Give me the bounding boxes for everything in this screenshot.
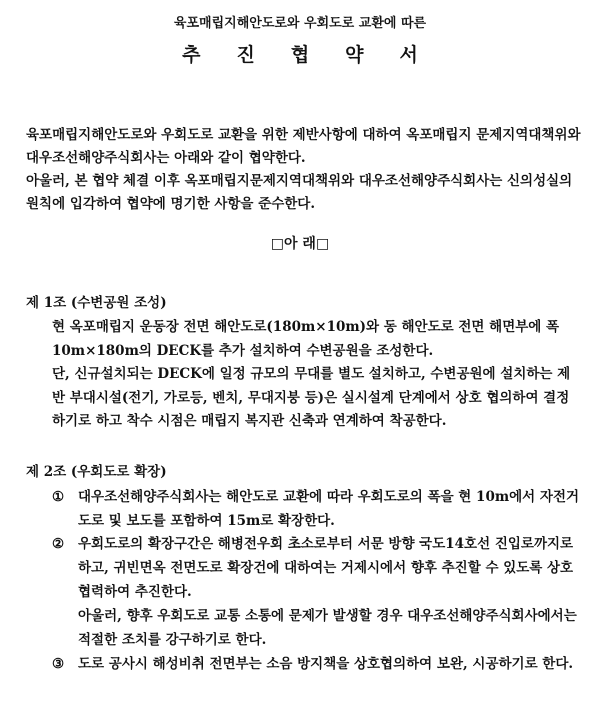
article-1-paragraph-2: 단, 신규설치되는 DECK에 일정 규모의 무대를 별도 설치하고, 수변공원에 설치하는 제반 부대시설(전기, 가로등, 벤치, 무대지붕 등)은 실시설계 단계에서 상호 협의하여 결정하기로 하고 착수 시점은 매립지 복지관 신축과 연계하여 착공한다. — [52, 366, 571, 429]
item-text: 우회도로의 확장구간은 해병전우회 초소로부터 서문 방향 국도14호선 진입로까지로 하고, 귀빈면옥 전면도로 확장건에 대하여는 거제시에서 향후 추진할 수 있도록 상호 협력하여 추진한다. — [78, 536, 574, 600]
item-number: ③ — [52, 656, 65, 672]
article-2-item-3 — [52, 652, 582, 676]
item-text: 대우조선해양주식회사는 해안도로 교환에 따라 우회도로의 폭을 현 10m에서 자전거 도로 및 보도를 포함하여 15m로 확장한다. — [78, 489, 580, 529]
intro-paragraph-2: 아울러, 본 협약 체결 이후 옥포매립지문제지역대책위와 대우조선해양주식회사는 신의성실의 원칙에 입각하여 협약에 명기한 사항을 준수한다. — [26, 173, 573, 212]
article-1-body — [52, 316, 582, 434]
article-1-title: 제 1조 (수변공원 조성) — [26, 295, 167, 311]
item-number: ② — [52, 536, 65, 552]
document-title: 추진협약서 — [182, 44, 454, 66]
item-number: ① — [52, 489, 65, 505]
intro-paragraph-1: 육포매립지해안도로와 우회도로 교환을 위한 제반사항에 대하여 옥포매립지 문제지역대책위와 대우조선해양주식회사는 아래와 같이 협약한다. — [26, 127, 581, 166]
article-2-title: 제 2조 (우회도로 확장) — [26, 464, 167, 480]
item-text-continued: 아울러, 향후 우회도로 교통 소통에 문제가 발생할 경우 대우조선해양주식회사에서는 적절한 조치를 강구하기로 한다. — [78, 608, 577, 648]
item-text: 도로 공사시 해성비취 전면부는 소음 방지책을 상호협의하여 보완, 시공하기로 한다. — [78, 656, 574, 672]
article-2-item-1 — [52, 485, 582, 533]
article-2-item-2 — [52, 532, 582, 652]
article-1-paragraph-1: 현 옥포매립지 운동장 전면 해안도로(180m×10m)와 동 해안도로 전면 해면부에 폭 10m×180m의 DECK를 추가 설치하여 수변공원을 조성한다. — [52, 319, 560, 359]
section-heading: □아 래□ — [270, 236, 330, 252]
intro-section — [26, 124, 582, 216]
document-header-title: 육포매립지해안도로와 우회도로 교환에 따른 — [173, 16, 427, 31]
